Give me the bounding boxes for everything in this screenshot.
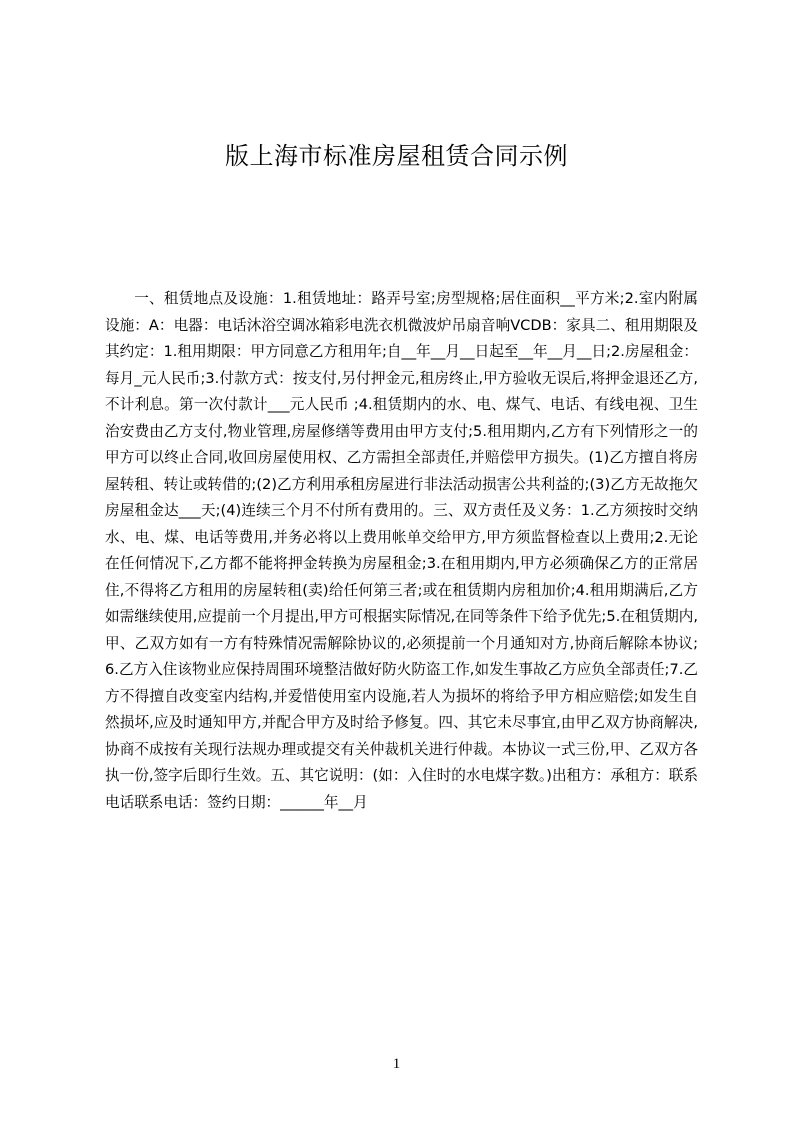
- page-number: 1: [392, 1056, 401, 1072]
- document-body-text: 一、租赁地点及设施：1.租赁地址：路弄号室;房型规格;居住面积__平方米;2.室内附属设施：A：电器：电话沐浴空调冰箱彩电洗衣机微波炉吊扇音响VCDB：家具二、租用期限及其约定：1.租用期限：甲方同意乙方租用年;自__年__月__日起至__年__月__日;2.房屋租金：每月_元人民币;3.付款方式：按支付,另付押金元,租房终止,甲方验收无误后,将押金退还乙方,不计利息。第一次付款计___元人民币 ;4.租赁期内的水、电、煤气、电话、有线电视、卫生治安费由乙方支付,物业管理,房屋修缮等费用由甲方支付;5.租用期内,乙方有下列情形之一的甲方可以终止合同,收回房屋使用权、乙方需担全部责任,并赔偿甲方损失。(1)乙方擅自将房屋转租、转让或转借的;(2)乙方利用承租房屋进行非法活动损害公共利益的;(3)乙方无故拖欠房屋租金达___天;(4)连续三个月不付所有费用的。三、双方责任及义务：1.乙方须按时交纳水、电、煤、电话等费用,并务必将以上费用帐单交给甲方,甲方须监督检查以上费用;2.无论在任何情况下,乙方都不能将押金转换为房屋租金;3.在租用期内,甲方必须确保乙方的正常居住,不得将乙方租用的房屋转租(卖)给任何第三者;或在租赁期内房租加价;4.租用期满后,乙方如需继续使用,应提前一个月提出,甲方可根据实际情况,在同等条件下给予优先;5.在租赁期内,甲、乙双方如有一方有特殊情况需解除协议的,必须提前一个月通知对方,协商后解除本协议;6.乙方入住该物业应保持周围环境整洁做好防火防盗工作,如发生事故乙方应负全部责任;7.乙方不得擅自改变室内结构,并爱惜使用室内设施,若人为损坏的将给予甲方相应赔偿;如发生自然损坏,应及时通知甲方,并配合甲方及时给予修复。四、其它未尽事宜,由甲乙双方协商解决,协商不成按有关现行法规办理或提交有关仲裁机关进行仲裁。本协议一式三份,甲、乙双方各执一份,签字后即行生效。五、其它说明：(如：入住时的水电煤字数。)出租方：承租方：联系电话联系电话：签约日期：______年__月: [105, 290, 698, 811]
- document-title: 版上海市标准房屋租赁合同示例: [225, 142, 568, 170]
